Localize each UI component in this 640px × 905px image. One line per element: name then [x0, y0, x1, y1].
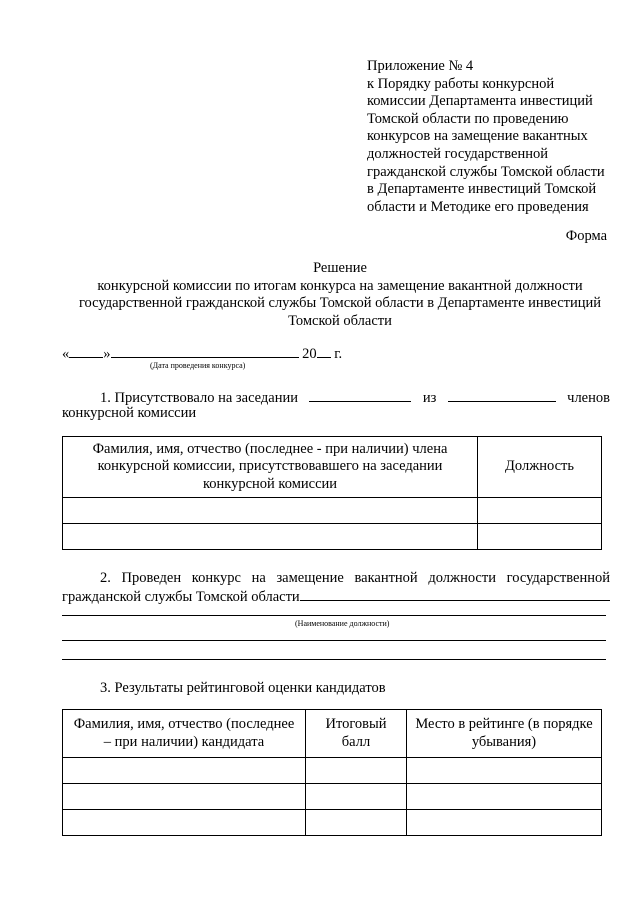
date-month-field[interactable] [111, 344, 299, 358]
table-row [63, 498, 602, 524]
date-year-suffix: г. [330, 346, 343, 362]
appendix-line: в Департаменте инвестиций Томской [367, 181, 597, 198]
position-name-line[interactable] [62, 640, 606, 641]
table-cell[interactable] [63, 810, 306, 836]
position-name-caption: (Наименование должности) [295, 619, 390, 628]
header-member-name: Фамилия, имя, отчество (последнее - при наличии) члена конкурсной комиссии, присутствовавшего на заседании конкурсной комиссии [63, 437, 478, 498]
table-row [63, 758, 602, 784]
table-header-row [63, 710, 602, 758]
appendix-line: к Порядку работы конкурсной [367, 75, 555, 92]
section2-line-1: 2. Проведен конкурс на замещение вакантной должности государственной [100, 570, 610, 586]
table-cell[interactable] [63, 498, 478, 524]
table-cell[interactable] [306, 758, 407, 784]
appendix-line: Томской области по проведению [367, 110, 569, 127]
table-cell[interactable] [63, 524, 478, 550]
date-caption: (Дата проведения конкурса) [150, 361, 246, 370]
table-row [63, 810, 602, 836]
commission-members-table [62, 436, 602, 550]
header-total-score: Итоговый балл [306, 710, 407, 758]
table-row [63, 524, 602, 550]
table-cell[interactable] [306, 810, 407, 836]
position-name-line[interactable] [62, 615, 606, 616]
table-cell[interactable] [407, 810, 602, 836]
section1-part1: 1. Присутствовало на заседании [100, 390, 299, 406]
table-cell[interactable] [407, 758, 602, 784]
date-open-quote: « [62, 346, 70, 362]
header-position: Должность [478, 437, 602, 498]
date-year-field[interactable] [317, 344, 331, 358]
title-line-1: конкурсной комиссии по итогам конкурса на замещение вакантной должности [97, 277, 583, 294]
table-cell[interactable] [478, 498, 602, 524]
appendix-line: должностей государственной [367, 145, 548, 162]
appendix-block [367, 58, 627, 216]
document-title [40, 260, 640, 330]
table-cell[interactable] [63, 784, 306, 810]
form-label: Форма [565, 228, 607, 244]
header-rating-place: Место в рейтинге (в порядке убывания) [407, 710, 602, 758]
table-cell[interactable] [407, 784, 602, 810]
section1-line-2: конкурсной комиссии [62, 405, 197, 421]
present-count-field[interactable] [309, 388, 411, 402]
total-count-field[interactable] [448, 388, 556, 402]
section1-part2: из [422, 390, 437, 406]
table-header-row [63, 437, 602, 498]
appendix-line: конкурсов на замещение вакантных [367, 128, 588, 145]
date-day-field[interactable] [69, 344, 103, 358]
section1-part3: членов [567, 390, 610, 406]
table-cell[interactable] [478, 524, 602, 550]
section2-line-2 [62, 587, 610, 606]
table-row [63, 784, 602, 810]
title-heading: Решение [313, 260, 367, 276]
candidates-rating-table [62, 709, 602, 836]
section3-heading: 3. Результаты рейтинговой оценки кандидатов [100, 680, 386, 696]
appendix-line: области и Методике его проведения [367, 198, 589, 215]
date-year-prefix: 20 [302, 346, 317, 362]
section2-line-2-text: гражданской службы Томской области [62, 589, 300, 605]
appendix-line: гражданской службы Томской области [367, 163, 605, 180]
title-line-3: Томской области [288, 312, 392, 329]
date-close-quote: » [103, 346, 111, 362]
title-line-2: государственной гражданской службы Томской области в Департаменте инвестиций [78, 295, 602, 312]
table-cell[interactable] [63, 758, 306, 784]
appendix-line: комиссии Департамента инвестиций [367, 93, 593, 110]
header-candidate-name: Фамилия, имя, отчество (последнее – при наличии) кандидата [63, 710, 306, 758]
appendix-line: Приложение № 4 [367, 58, 474, 74]
position-name-field[interactable] [300, 587, 610, 601]
position-name-line[interactable] [62, 659, 606, 660]
table-cell[interactable] [306, 784, 407, 810]
